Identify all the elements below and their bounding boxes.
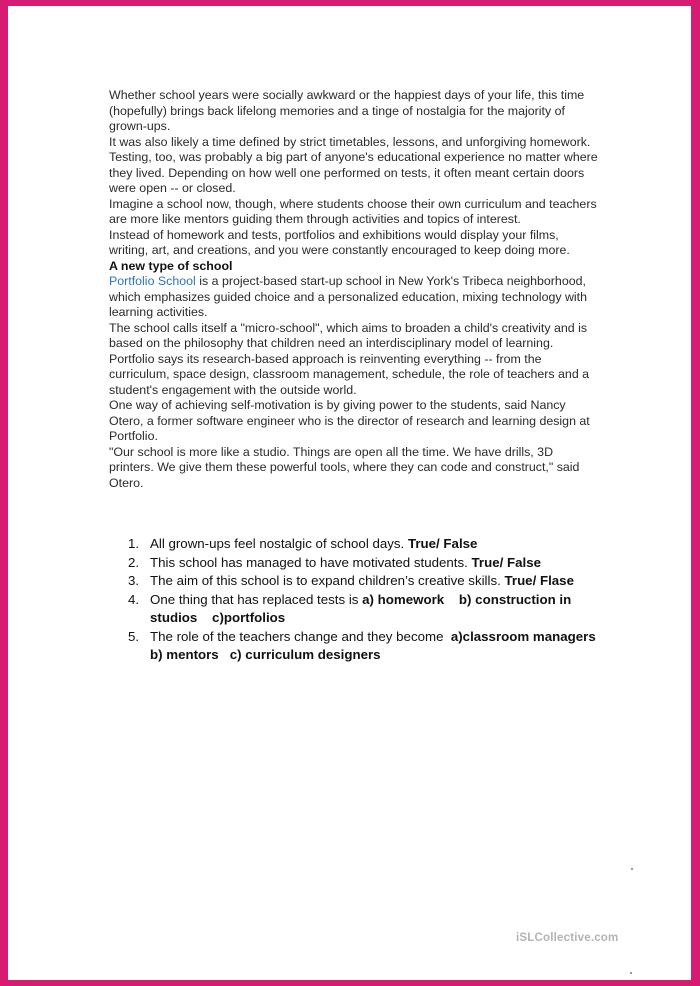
paragraph: Testing, too, was probably a big part of anyone's educational experience no matter where they lived. Depending on how well one performed on tests, it often meant certain doors were open -- or closed. <box>109 150 598 195</box>
question-text: The aim of this school is to expand children’s creative skills. <box>150 573 505 588</box>
watermark: iSLCollective.com <box>516 932 619 944</box>
question-answer-options: True/ False <box>407 536 478 551</box>
speck-mark <box>630 972 632 974</box>
question-answer-options: a) homework b) construction in studios c)portfolios <box>150 591 575 625</box>
question-list <box>128 535 611 665</box>
question-answer-options: True/ Flase <box>504 573 574 588</box>
question-text: All grown-ups feel nostalgic of school days. <box>150 536 408 551</box>
question-text: This school has managed to have motivated students. <box>150 554 472 570</box>
question-number: 4. <box>128 591 140 607</box>
worksheet-page <box>8 6 691 980</box>
question-item <box>128 628 611 665</box>
paragraph: Imagine a school now, though, where students choose their own curriculum and teachers are more like mentors guiding them through activities and topics of interest. <box>109 196 597 226</box>
question-item <box>128 572 598 591</box>
question-number: 3. <box>128 573 140 588</box>
question-item <box>128 554 598 573</box>
portfolio-school-link[interactable]: Portfolio School <box>109 274 196 288</box>
question-answer-options: a)classroom managers b) mentors c) curriculum designers <box>150 628 611 662</box>
paragraph: Instead of homework and tests, portfolios and exhibitions would display your films, writing, art, and creations, and you were constantly encouraged to keep doing more. <box>109 227 570 257</box>
question-number: 1. <box>128 536 140 551</box>
paragraph: Whether school years were socially awkward or the happiest days of your life, this time (hopefully) brings back lifelong memories and a tinge of nostalgia for the majority of grown-ups. <box>109 88 585 133</box>
section-heading: A new type of school <box>109 258 233 273</box>
question-number: 5. <box>128 628 140 644</box>
question-answer-options: True/ False <box>471 554 542 570</box>
paragraph: One way of achieving self-motivation is by giving power to the students, said Nancy Otero, a former software engineer who is the director of research and learning design at Portfolio. <box>109 398 590 443</box>
paragraph: "Our school is more like a studio. Things are open all the time. We have drills, 3D printers. We give them these powerful tools, where they can code and construct," said Otero. <box>109 444 580 490</box>
question-number: 2. <box>128 554 140 570</box>
paragraph: It was also likely a time defined by strict timetables, lessons, and unforgiving homework. <box>109 134 591 149</box>
question-item <box>128 535 598 554</box>
question-text: The role of the teachers change and they become <box>150 628 451 644</box>
paragraph-text: is a project-based start-up school in New York's Tribeca neighborhood, which emphasizes guided choice and a personalized education, mixing technology with learning activities. <box>109 274 588 319</box>
reading-text <box>109 88 601 491</box>
speck-mark <box>631 868 633 870</box>
paragraph: Portfolio says its research-based approach is reinventing everything -- from the curriculum, space design, classroom management, schedule, the role of teachers and a student's engagement with the outside world. <box>109 351 590 397</box>
paragraph <box>109 274 601 321</box>
question-text: One thing that has replaced tests is <box>150 591 363 607</box>
paragraph: The school calls itself a "micro-school", which aims to broaden a child's creativity and is based on the philosophy that children need an interdisciplinary model of learning. <box>109 320 588 350</box>
question-item <box>128 591 598 628</box>
